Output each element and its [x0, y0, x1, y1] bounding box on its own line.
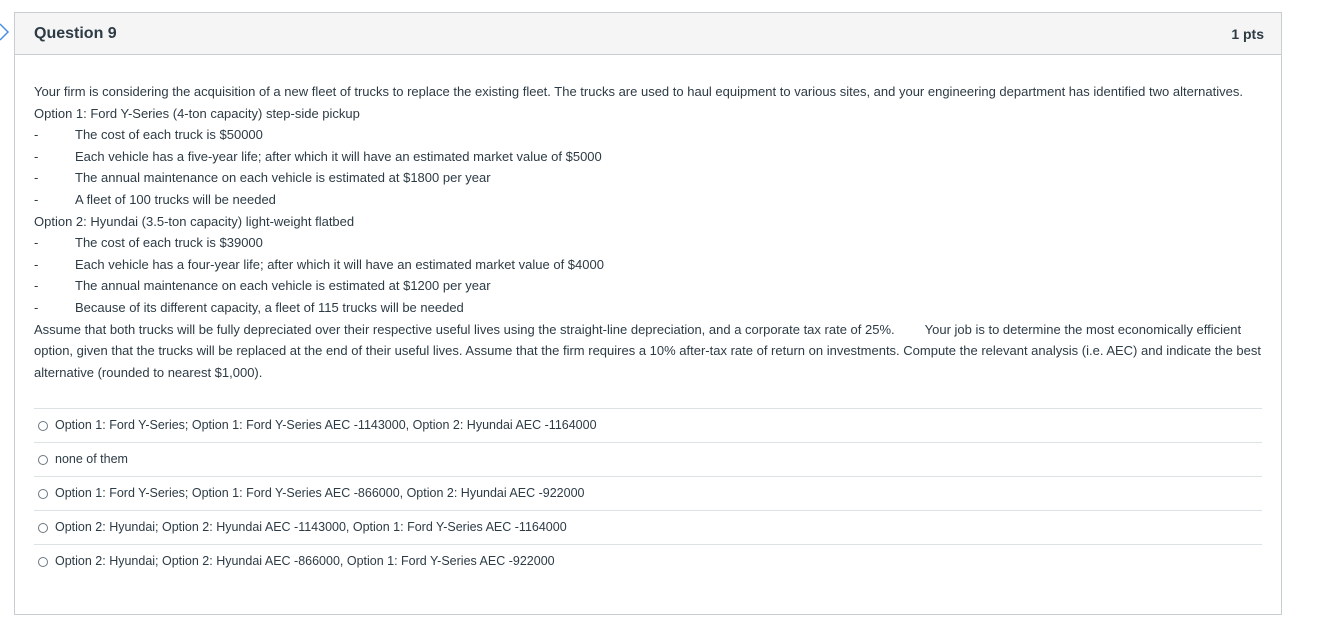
answer-label: Option 1: Ford Y-Series; Option 1: Ford Y-Series AEC -1143000, Option 2: Hyundai AEC -1164000 — [55, 418, 597, 433]
bullet-text: The annual maintenance on each vehicle is estimated at $1800 per year — [75, 170, 491, 186]
answer-list — [34, 408, 1262, 578]
radio-unchecked-icon[interactable] — [38, 523, 48, 533]
list-item — [34, 297, 1262, 319]
list-item — [34, 275, 1262, 297]
list-item — [34, 124, 1262, 146]
answer-label: Option 2: Hyundai; Option 2: Hyundai AEC -866000, Option 1: Ford Y-Series AEC -922000 — [55, 554, 555, 569]
list-item — [34, 189, 1262, 211]
option2-heading: Option 2: Hyundai (3.5-ton capacity) light-weight flatbed — [34, 213, 355, 229]
radio-unchecked-icon[interactable] — [38, 557, 48, 567]
list-item — [34, 146, 1262, 168]
question-closing — [34, 319, 1262, 384]
answer-label: Option 1: Ford Y-Series; Option 1: Ford Y-Series AEC -866000, Option 2: Hyundai AEC -922000 — [55, 486, 585, 501]
answer-label: none of them — [55, 452, 128, 467]
dash-marker: - — [34, 299, 39, 315]
bullet-text: The cost of each truck is $39000 — [75, 235, 263, 251]
dash-marker: - — [34, 170, 39, 186]
dash-marker: - — [34, 127, 39, 143]
bullet-text: Each vehicle has a five-year life; after which it will have an estimated market value of $5000 — [75, 148, 602, 164]
dash-marker: - — [34, 148, 39, 164]
closing-task: Your job is to determine the most economically efficient option, given that the trucks will be replaced at the end of their useful lives. Assume that the firm requires a 10% after-tax rate of return on investments. Compute the relevant analysis (i.e. AEC) and indicate the best alternative (rounded to nearest $1,000). — [34, 321, 1261, 380]
bullet-text: Each vehicle has a four-year life; after which it will have an estimated market value of $4000 — [75, 256, 604, 272]
question-header — [15, 13, 1281, 55]
answer-option[interactable] — [34, 408, 1262, 442]
dash-marker: - — [34, 278, 39, 294]
radio-unchecked-icon[interactable] — [38, 455, 48, 465]
question-points: 1 pts — [1231, 25, 1264, 42]
bullet-text: A fleet of 100 trucks will be needed — [75, 191, 276, 207]
answer-option[interactable] — [34, 476, 1262, 510]
answer-option[interactable] — [34, 442, 1262, 476]
question-text — [15, 55, 1281, 578]
answer-label: Option 2: Hyundai; Option 2: Hyundai AEC -1143000, Option 1: Ford Y-Series AEC -1164000 — [55, 520, 567, 535]
bullet-text: Because of its different capacity, a fleet of 115 trucks will be needed — [75, 299, 464, 315]
answer-option[interactable] — [34, 510, 1262, 544]
question-card — [14, 12, 1282, 615]
radio-unchecked-icon[interactable] — [38, 421, 48, 431]
option1-heading: Option 1: Ford Y-Series (4-ton capacity) step-side pickup — [34, 105, 360, 121]
dash-marker: - — [34, 256, 39, 272]
radio-unchecked-icon[interactable] — [38, 489, 48, 499]
list-item — [34, 254, 1262, 276]
question-intro: Your firm is considering the acquisition of a new fleet of trucks to replace the existing fleet. The trucks are used to haul equipment to various sites, and your engineering department has identified two alternatives. — [34, 84, 1243, 99]
list-item — [34, 167, 1262, 189]
dash-marker: - — [34, 235, 39, 251]
bullet-text: The cost of each truck is $50000 — [75, 127, 263, 143]
list-item — [34, 232, 1262, 254]
chevron-right-icon[interactable] — [0, 22, 12, 42]
bullet-text: The annual maintenance on each vehicle is estimated at $1200 per year — [75, 278, 491, 294]
closing-assumption: Assume that both trucks will be fully depreciated over their respective useful lives using the straight-line depreciation, and a corporate tax rate of 25%. — [34, 321, 895, 337]
dash-marker: - — [34, 191, 39, 207]
answer-option[interactable] — [34, 544, 1262, 578]
question-title: Question 9 — [34, 24, 117, 42]
